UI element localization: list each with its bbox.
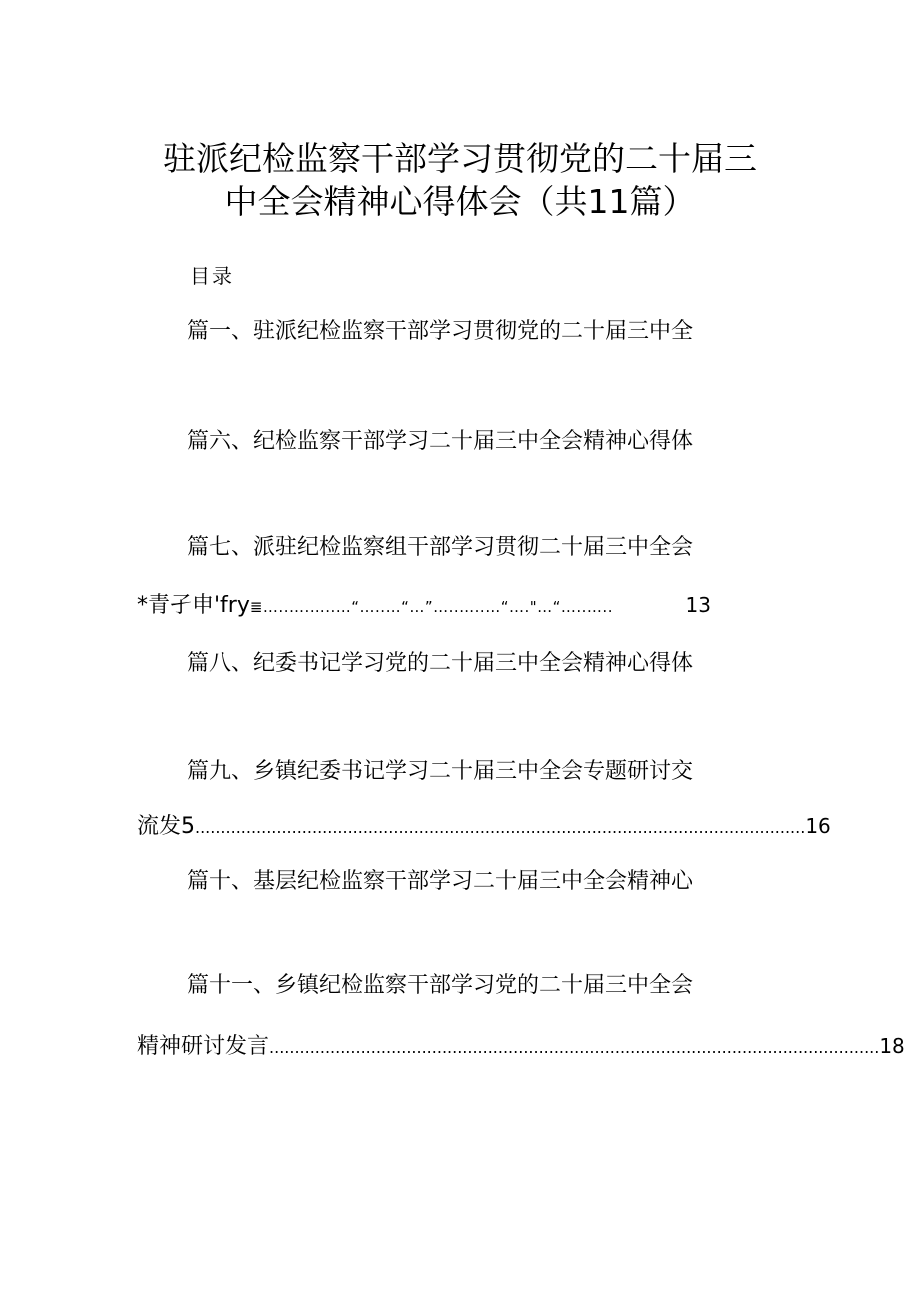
toc-entry-6[interactable]: 篇六、纪检监察干部学习二十届三中全会精神心得体 bbox=[187, 429, 694, 454]
toc-entry-9-lead: 流发5 bbox=[137, 814, 195, 839]
toc-entry-9[interactable]: 篇九、乡镇纪委书记学习二十届三中全会专题研讨交 bbox=[187, 759, 694, 784]
toc-entry-11-lead: 精神研讨发言 bbox=[137, 1034, 270, 1059]
toc-entry-10[interactable]: 篇十、基层纪检监察干部学习二十届三中全会精神心 bbox=[187, 869, 694, 894]
document-title-line-2: 中全会精神心得体会（共11篇） bbox=[224, 182, 696, 221]
document-title-line-1: 驻派纪检监察干部学习贯彻党的二十届三 bbox=[163, 139, 757, 178]
toc-entry-9-continuation[interactable] bbox=[137, 810, 831, 844]
toc-entry-7-leader-dots: ≣…..….…..…“…..…“…”…..…..…“…."…“…..….. bbox=[249, 598, 613, 616]
toc-entry-7[interactable]: 篇七、派驻纪检监察组干部学习贯彻二十届三中全会 bbox=[187, 535, 694, 560]
toc-entry-11-continuation[interactable] bbox=[137, 1030, 905, 1064]
toc-entry-1[interactable]: 篇一、驻派纪检监察干部学习贯彻党的二十届三中全 bbox=[187, 319, 694, 344]
toc-entry-7-lead: *青孑申'fry bbox=[137, 593, 250, 618]
toc-entry-11[interactable]: 篇十一、乡镇纪检监察干部学习党的二十届三中全会 bbox=[187, 973, 694, 998]
toc-entry-11-page-number: 18 bbox=[879, 1034, 905, 1058]
toc-entry-11-leader-dots: ........................................................................................................................ bbox=[269, 1038, 880, 1057]
toc-label: 目录 bbox=[190, 264, 234, 288]
toc-entry-7-continuation[interactable] bbox=[137, 589, 711, 623]
toc-entry-8[interactable]: 篇八、纪委书记学习党的二十届三中全会精神心得体 bbox=[187, 651, 694, 676]
toc-entry-9-leader-dots: ........................................................................................................................ bbox=[195, 818, 806, 837]
toc-entry-9-page-number: 16 bbox=[805, 814, 831, 838]
toc-entry-7-page-number: 13 bbox=[685, 593, 711, 617]
